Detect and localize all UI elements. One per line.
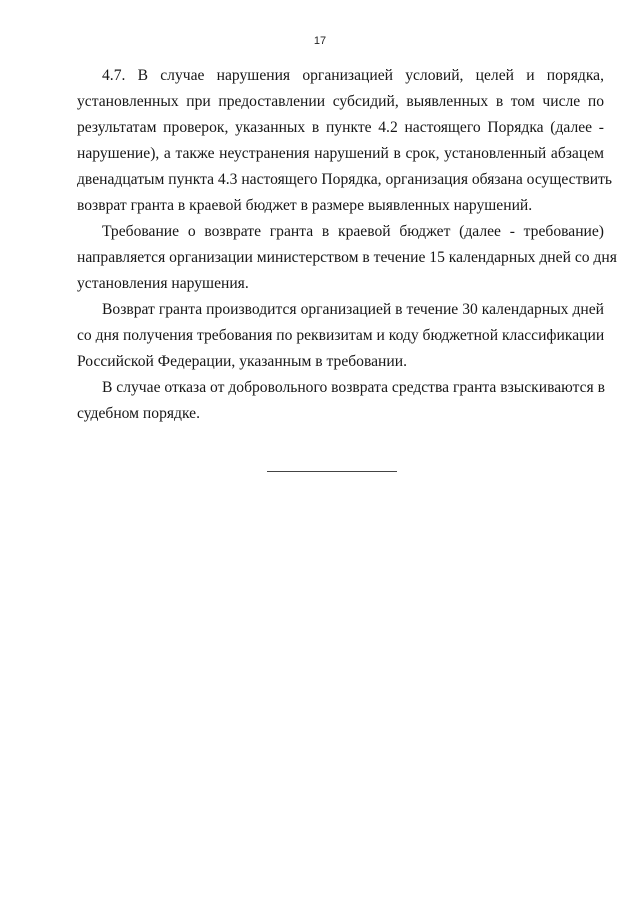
text-line: установленных при предоставлении субсидий, выявленных в том числе по xyxy=(77,93,604,110)
text-line: судебном порядке. xyxy=(77,405,200,422)
paragraph-4-7 xyxy=(77,63,613,219)
text-line: установления нарушения. xyxy=(77,275,249,292)
text-line: Российской Федерации, указанным в требовании. xyxy=(77,353,407,370)
text-line: двенадцатым пункта 4.3 настоящего Порядка, организация обязана осуществить xyxy=(77,171,613,188)
text-line: со дня получения требования по реквизитам и коду бюджетной классификации xyxy=(77,327,605,344)
text-line: Требование о возврате гранта в краевой бюджет (далее - требование) xyxy=(102,223,604,240)
text-line: В случае отказа от добровольного возврата средства гранта взыскиваются в xyxy=(102,379,605,396)
text-line: возврат гранта в краевой бюджет в размере выявленных нарушений. xyxy=(77,197,533,214)
text-line: нарушение), а также неустранения нарушений в срок, установленный абзацем xyxy=(77,145,604,162)
paragraph-refusal xyxy=(77,375,604,427)
text-line: Возврат гранта производится организацией в течение 30 календарных дней xyxy=(102,301,604,318)
text-line: результатам проверок, указанных в пункте 4.2 настоящего Порядка (далее - xyxy=(77,119,604,136)
document-body xyxy=(77,63,617,427)
end-of-document-rule xyxy=(267,471,397,472)
text-line: направляется организации министерством в течение 15 календарных дней со дня xyxy=(77,249,617,266)
page-number: 17 xyxy=(313,35,327,47)
paragraph-grant-return xyxy=(77,297,604,375)
paragraph-requirement xyxy=(77,219,617,297)
text-line: 4.7. В случае нарушения организацией условий, целей и порядка, xyxy=(102,67,604,84)
